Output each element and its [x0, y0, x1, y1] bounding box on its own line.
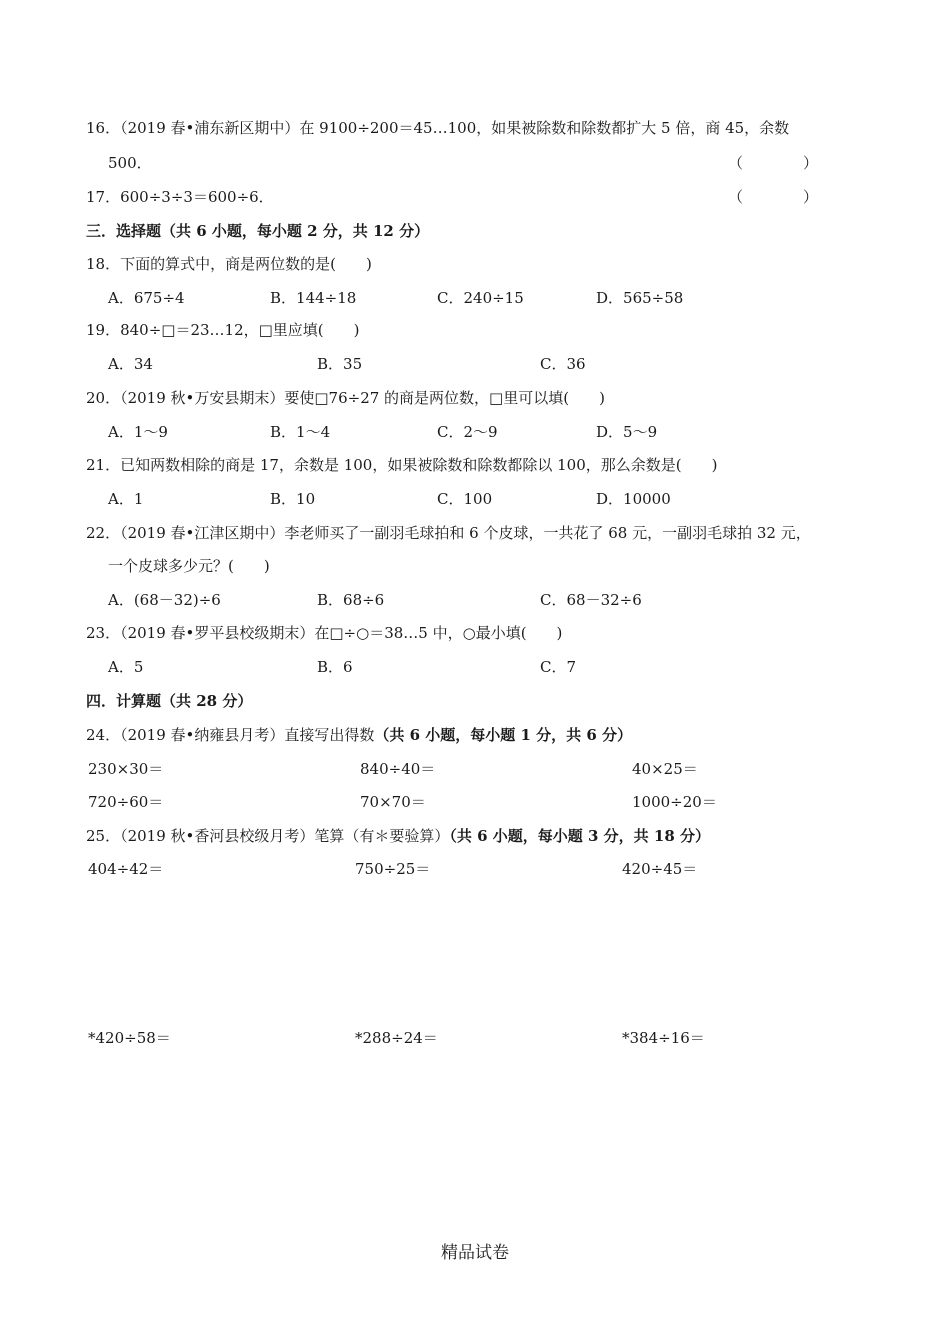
- q24-item-5: 70×70＝: [360, 793, 426, 811]
- q22-option-a[interactable]: A．(68－32)÷6: [108, 591, 221, 609]
- q17-answer-paren[interactable]: （ ）: [728, 188, 819, 206]
- q25-item-2: 750÷25＝: [355, 860, 431, 878]
- q18-option-d[interactable]: D．565÷58: [596, 289, 684, 307]
- q22-line1: 22．（2019 春•江津区期中）李老师买了一副羽毛球拍和 6 个皮球，一共花了 68 元，一副羽毛球拍 32 元，: [86, 524, 811, 542]
- q25-scoring: （共 6 小题，每小题 3 分，共 18 分）: [449, 827, 710, 845]
- q21-option-c[interactable]: C．100: [437, 490, 493, 508]
- q23-option-c[interactable]: C．7: [540, 658, 577, 676]
- q16-line1: 16．（2019 春•浦东新区期中）在 9100÷200＝45…100，如果被除数和除数都扩大 5 倍，商 45，余数: [86, 119, 790, 137]
- q16-line2: 500．: [108, 154, 152, 172]
- q23-text: 23．（2019 春•罗平县校级期末）在□÷○＝38…5 中，○最小填( ): [86, 624, 563, 642]
- section4-title: 四．计算题（共 28 分）: [86, 692, 253, 710]
- q25-item-3: 420÷45＝: [622, 860, 698, 878]
- q22-line2: 一个皮球多少元？( ): [108, 557, 270, 575]
- q23-option-a[interactable]: A．5: [108, 658, 144, 676]
- page-footer: 精品试卷: [441, 1243, 509, 1263]
- q24-heading: [86, 725, 632, 745]
- q24-item-2: 840÷40＝: [360, 760, 436, 778]
- q25-item-6: *384÷16＝: [622, 1029, 705, 1047]
- q19-option-c[interactable]: C．36: [540, 355, 586, 373]
- q22-option-c[interactable]: C．68－32÷6: [540, 591, 642, 609]
- q23-option-b[interactable]: B．6: [317, 658, 353, 676]
- q21-option-b[interactable]: B．10: [270, 490, 316, 508]
- q20-option-a[interactable]: A．1～9: [108, 423, 168, 441]
- q17-text: 17．600÷3÷3＝600÷6．: [86, 188, 274, 206]
- q18-option-a[interactable]: A．675÷4: [108, 289, 185, 307]
- q21-option-a[interactable]: A．1: [108, 490, 144, 508]
- q25-prefix: 25．（2019 秋•香河县校级月考）笔算（有＊要验算）: [86, 827, 450, 845]
- q19-option-a[interactable]: A．34: [108, 355, 153, 373]
- q25-item-5: *288÷24＝: [355, 1029, 438, 1047]
- section3-title: 三．选择题（共 6 小题，每小题 2 分，共 12 分）: [86, 222, 430, 240]
- q24-item-6: 1000÷20＝: [632, 793, 717, 811]
- q16-answer-paren[interactable]: （ ）: [728, 154, 819, 172]
- q20-option-d[interactable]: D．5～9: [596, 423, 658, 441]
- q18-option-c[interactable]: C．240÷15: [437, 289, 524, 307]
- q20-text: 20．（2019 秋•万安县期末）要使□76÷27 的商是两位数，□里可以填( ): [86, 389, 605, 407]
- q24-prefix: 24．（2019 春•纳雍县月考）直接写出得数: [86, 726, 375, 744]
- q18-text: 18．下面的算式中，商是两位数的是( ): [86, 255, 372, 273]
- q21-option-d[interactable]: D．10000: [596, 490, 671, 508]
- q20-option-c[interactable]: C．2～9: [437, 423, 498, 441]
- q25-item-1: 404÷42＝: [88, 860, 164, 878]
- q24-item-1: 230×30＝: [88, 760, 164, 778]
- q19-option-b[interactable]: B．35: [317, 355, 363, 373]
- q25-heading: [86, 826, 710, 846]
- q24-scoring: （共 6 小题，每小题 1 分，共 6 分）: [374, 726, 633, 744]
- q20-option-b[interactable]: B．1～4: [270, 423, 331, 441]
- q18-option-b[interactable]: B．144÷18: [270, 289, 357, 307]
- q25-item-4: *420÷58＝: [88, 1029, 171, 1047]
- q19-text: 19．840÷□＝23…12，□里应填( ): [86, 321, 360, 339]
- q22-option-b[interactable]: B．68÷6: [317, 591, 385, 609]
- q21-text: 21．已知两数相除的商是 17，余数是 100，如果被除数和除数都除以 100，那么余数是( ): [86, 456, 718, 474]
- q24-item-3: 40×25＝: [632, 760, 698, 778]
- q24-item-4: 720÷60＝: [88, 793, 164, 811]
